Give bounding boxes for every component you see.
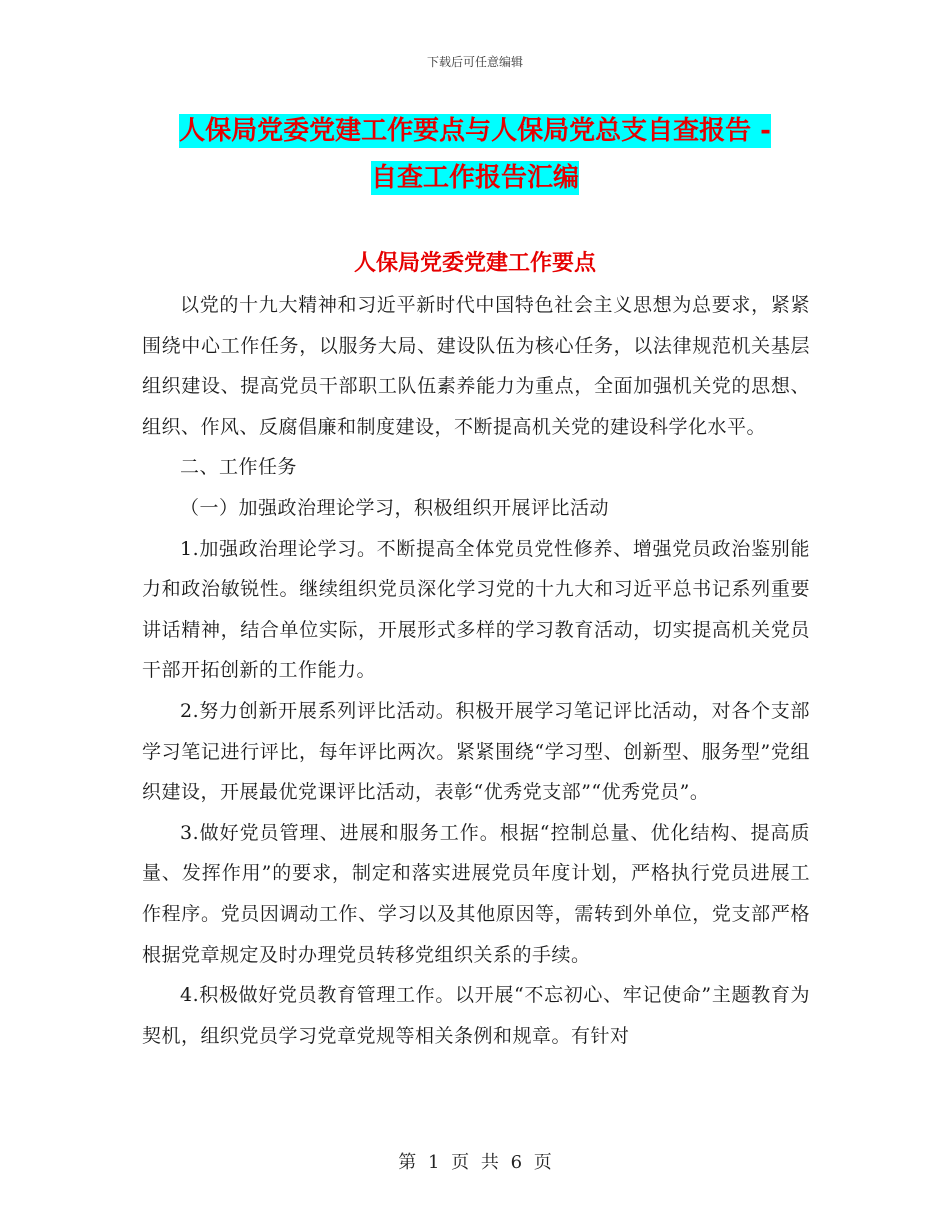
paragraph-intro: 以党的十九大精神和习近平新时代中国特色社会主义思想为总要求，紧紧围绕中心工作任务，以服务大局、建设队伍为核心任务，以法律规范机关基层组织建设、提高党员干部职工队伍素养能力为重点，全面加强机关党的思想、组织、作风、反腐倡廉和制度建设，不断提高机关党的建设科学化水平。	[142, 294, 810, 438]
document-title-line-2: 自查工作报告汇编	[370, 163, 579, 193]
paragraph-item-1: 1.加强政治理论学习。不断提高全体党员党性修养、增强党员政治鉴别能力和政治敏锐性。继续组织党员深化学习党的十九大和习近平总书记系列重要讲话精神，结合单位实际，开展形式多样的学习教育活动，切实提高机关党员干部开拓创新的工作能力。	[142, 537, 810, 682]
paragraph-item-4: 4.积极做好党员教育管理工作。以开展“不忘初心、牢记使命”主题教育为契机，组织党员学习党章党规等相关条例和规章。有针对	[142, 984, 810, 1047]
page-number: 第 1 页 共 6 页	[398, 1152, 552, 1173]
paragraph-item-2: 2.努力创新开展系列评比活动。积极开展学习笔记评比活动，对各个支部学习笔记进行评比，每年评比两次。紧紧围绕“学习型、创新型、服务型”党组织建设，开展最优党课评比活动，表彰“优秀党支部”“优秀党员”。	[142, 699, 810, 804]
page-header-note: 下载后可任意编辑	[426, 55, 523, 69]
section-title: 人保局党委党建工作要点	[353, 251, 596, 276]
document-title-line-1: 人保局党委党建工作要点与人保局党总支自查报告 -	[179, 116, 771, 146]
document-title	[120, 108, 830, 202]
paragraph-item-3: 3.做好党员管理、进展和服务工作。根据“控制总量、优化结构、提高质量、发挥作用”的要求，制定和落实进展党员年度计划，严格执行党员进展工作程序。党员因调动工作、学习以及其他原因等，需转到外单位，党支部严格根据党章规定及时办理党员转移党组织关系的手续。	[142, 821, 810, 966]
document-body	[142, 285, 810, 1056]
paragraph-heading-tasks: 二、工作任务	[180, 456, 298, 479]
paragraph-subheading-1: （一）加强政治理论学习，积极组织开展评比活动	[180, 496, 610, 519]
